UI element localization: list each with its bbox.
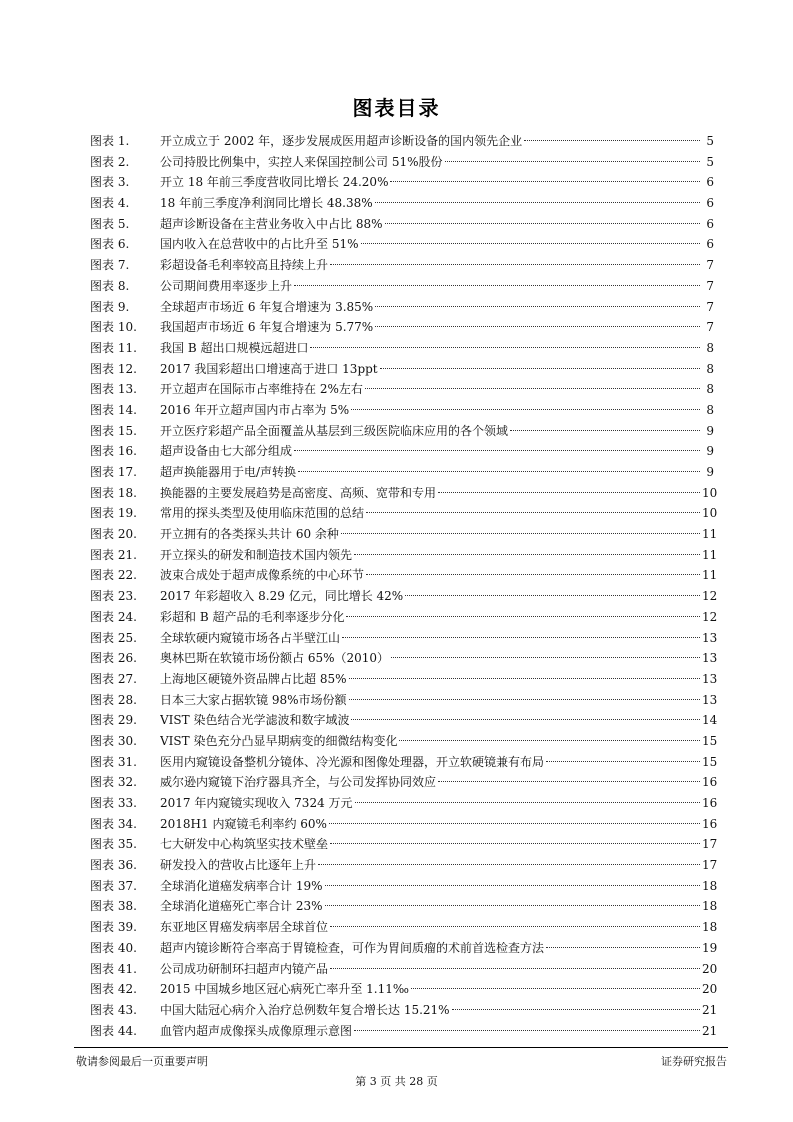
toc-entry-title: 全球消化道癌发病率合计 19%: [160, 878, 323, 893]
toc-entry-title: 彩超和 B 超产品的毛利率逐步分化: [160, 609, 345, 624]
toc-entry[interactable]: [90, 917, 718, 938]
toc-dot-leader: [330, 264, 700, 265]
toc-entry-page: 12: [702, 589, 718, 604]
toc-dot-leader: [375, 326, 700, 327]
toc-entry-number: 图表 33.: [90, 796, 137, 810]
toc-entry-number: 图表 10.: [90, 320, 137, 335]
toc-entry-page: 13: [702, 630, 718, 645]
toc-entry-page: 7: [706, 299, 714, 314]
toc-entry[interactable]: [90, 896, 718, 917]
toc-entry-page: 13: [702, 671, 718, 686]
toc-entry-page: 8: [706, 361, 714, 376]
toc-entry[interactable]: [90, 545, 718, 566]
toc-entry-title: 全球消化道癌死亡率合计 23%: [160, 899, 323, 914]
toc-dot-leader: [346, 616, 700, 617]
toc-entry[interactable]: [90, 172, 714, 193]
toc-entry-page: 7: [706, 278, 714, 293]
toc-entry-page: 18: [702, 899, 718, 914]
toc-entry-page: 13: [702, 651, 718, 666]
toc-entry-title: 超声诊断设备在主营业务收入中占比 88%: [160, 216, 383, 231]
toc-dot-leader: [349, 699, 701, 700]
toc-entry-page: 6: [706, 196, 714, 211]
toc-entry-page: 9: [706, 465, 714, 479]
toc-entry-title: 血管内超声成像探头成像原理示意图: [160, 1023, 353, 1038]
toc-entry-number: 图表 35.: [90, 837, 137, 852]
toc-entry-page: 20: [702, 961, 718, 976]
toc-entry-title: 2015 中国城乡地区冠心病死亡率升至 1.11‰: [160, 982, 409, 997]
toc-entry-number: 图表 1.: [90, 134, 130, 148]
toc-entry-title: 超声换能器用于电/声转换: [160, 465, 297, 479]
toc-entry[interactable]: [90, 214, 714, 235]
toc-entry-page: 9: [706, 423, 714, 438]
toc-dot-leader: [365, 388, 700, 389]
toc-entry-title: 东亚地区胃癌发病率居全球首位: [160, 920, 329, 935]
toc-entry-number: 图表 16.: [90, 444, 137, 459]
toc-entry-number: 图表 40.: [90, 940, 137, 955]
toc-entry-number: 图表 37.: [90, 878, 137, 893]
footer-report-type: 证券研究报告: [661, 1055, 727, 1068]
toc-entry[interactable]: [90, 979, 718, 1000]
toc-entry-title: 2018H1 内窥镜毛利率约 60%: [160, 816, 327, 831]
toc-dot-leader: [366, 512, 700, 513]
toc-entry[interactable]: [90, 607, 718, 628]
toc-entry[interactable]: [90, 421, 714, 442]
toc-entry-number: 图表 21.: [90, 547, 137, 562]
toc-entry[interactable]: [90, 586, 718, 607]
toc-entry-title: 公司持股比例集中，实控人来保国控制公司 51%股份: [160, 154, 443, 169]
toc-entry-title: 彩超设备毛利率较高且持续上升: [160, 258, 329, 273]
toc-entry-number: 图表 22.: [90, 568, 137, 583]
toc-entry-title: 威尔逊内窥镜下治疗器具齐全，与公司发挥协同效应: [160, 775, 437, 790]
toc-entry-title: VIST 染色结合光学滤波和数字域波: [160, 713, 350, 728]
toc-entry-number: 图表 24.: [90, 609, 137, 624]
toc-entry-page: 12: [702, 609, 718, 624]
toc-entry[interactable]: [90, 938, 718, 959]
toc-entry-number: 图表 7.: [90, 258, 130, 273]
toc-dot-leader: [510, 430, 700, 431]
toc-entry-title: 开立超声在国际市占率维持在 2%左右: [160, 382, 363, 397]
toc-entry[interactable]: [90, 1021, 718, 1042]
toc-entry-title: 医用内窥镜设备整机分镜体、冷光源和图像处理器，开立软硬镜兼有布局: [160, 754, 545, 769]
toc-entry-number: 图表 42.: [90, 982, 137, 997]
toc-entry-title: 我国超声市场近 6 年复合增速为 5.77%: [160, 320, 374, 335]
toc-entry-title: 全球超声市场近 6 年复合增速为 3.85%: [160, 299, 374, 314]
toc-entry[interactable]: [90, 710, 718, 731]
toc-entry-number: 图表 44.: [90, 1023, 137, 1038]
toc-entry-number: 图表 23.: [90, 589, 137, 604]
toc-dot-leader: [325, 885, 701, 886]
toc-entry-title: 中国大陆冠心病介入治疗总例数年复合增长达 15.21%: [160, 1002, 450, 1017]
toc-entry-page: 6: [706, 175, 714, 190]
toc-entry[interactable]: [90, 193, 714, 214]
toc-entry[interactable]: [90, 648, 718, 669]
toc-entry[interactable]: [90, 793, 718, 814]
toc-entry-number: 图表 18.: [90, 485, 137, 500]
toc-entry-page: 8: [706, 382, 714, 397]
toc-entry[interactable]: [90, 565, 718, 586]
toc-dot-leader: [452, 1009, 700, 1010]
toc-entry-page: 16: [702, 796, 718, 810]
toc-entry-page: 7: [706, 258, 714, 273]
toc-entry-page: 17: [702, 837, 718, 852]
toc-entry-page: 16: [702, 775, 718, 790]
toc-dot-leader: [445, 161, 701, 162]
toc-entry-title: 换能器的主要发展趋势是高密度、高频、宽带和专用: [160, 485, 437, 500]
toc-entry[interactable]: [90, 152, 714, 173]
toc-entry-page: 15: [702, 754, 718, 769]
toc-dot-leader: [355, 802, 700, 803]
toc-entry[interactable]: [90, 731, 718, 752]
toc-entry-title: 开立探头的研发和制造技术国内领先: [160, 547, 353, 562]
toc-entry-page: 15: [702, 733, 718, 748]
toc-entry[interactable]: [90, 814, 718, 835]
toc-entry[interactable]: [90, 255, 714, 276]
toc-dot-leader: [524, 140, 700, 141]
toc-entry-page: 5: [706, 154, 714, 169]
toc-dot-leader: [361, 243, 701, 244]
footer-disclaimer-note: 敬请参阅最后一页重要声明: [76, 1055, 208, 1068]
toc-entry-page: 8: [706, 340, 714, 355]
toc-entry-title: 公司期间费用率逐步上升: [160, 278, 293, 293]
toc-entry-page: 16: [702, 816, 718, 831]
toc-dot-leader: [318, 864, 700, 865]
toc-entry[interactable]: [90, 379, 714, 400]
toc-entry[interactable]: [90, 669, 718, 690]
toc-entry[interactable]: [90, 441, 714, 462]
toc-dot-leader: [325, 905, 701, 906]
toc-dot-leader: [375, 306, 700, 307]
page-title: 图表目录: [352, 96, 441, 120]
toc-entry-number: 图表 8.: [90, 278, 130, 293]
toc-dot-leader: [399, 740, 700, 741]
toc-entry-number: 图表 6.: [90, 237, 130, 252]
toc-dot-leader: [351, 409, 700, 410]
toc-entry-number: 图表 13.: [90, 382, 137, 397]
toc-entry[interactable]: [90, 276, 714, 297]
toc-entry[interactable]: [90, 876, 718, 897]
toc-entry-title: 2017 年彩超收入 8.29 亿元，同比增长 42%: [160, 589, 404, 604]
toc-dot-leader: [330, 843, 700, 844]
toc-entry[interactable]: [90, 834, 718, 855]
toc-entry[interactable]: [90, 462, 714, 483]
toc-entry-page: 21: [702, 1023, 718, 1038]
toc-dot-leader: [298, 471, 700, 472]
toc-dot-leader: [342, 637, 700, 638]
toc-entry-number: 图表 34.: [90, 816, 137, 831]
toc-entry-title: 研发投入的营收占比逐年上升: [160, 858, 317, 873]
toc-entry-page: 18: [702, 920, 718, 935]
toc-dot-leader: [390, 181, 700, 182]
toc-entry-number: 图表 39.: [90, 920, 137, 935]
toc-dot-leader: [391, 657, 700, 658]
toc-dot-leader: [438, 781, 700, 782]
toc-entry-title: 开立医疗彩超产品全面覆盖从基层到三级医院临床应用的各个领域: [160, 423, 509, 438]
toc-entry-page: 9: [706, 444, 714, 459]
toc-dot-leader: [349, 678, 701, 679]
toc-entry-page: 11: [702, 568, 718, 583]
toc-dot-leader: [366, 574, 700, 575]
toc-entry-title: 常用的探头类型及使用临床范围的总结: [160, 506, 365, 521]
toc-entry[interactable]: [90, 317, 714, 338]
toc-dot-leader: [411, 988, 700, 989]
toc-entry-page: 10: [702, 506, 718, 521]
toc-dot-leader: [354, 1030, 700, 1031]
toc-entry-number: 图表 30.: [90, 733, 137, 748]
toc-entry-number: 图表 28.: [90, 692, 137, 707]
toc-entry-number: 图表 5.: [90, 216, 130, 231]
toc-entry-number: 图表 17.: [90, 465, 137, 479]
toc-entry-number: 图表 25.: [90, 630, 137, 645]
toc-entry-page: 19: [702, 940, 718, 955]
toc-dot-leader: [294, 450, 700, 451]
toc-entry-number: 图表 31.: [90, 754, 137, 769]
toc-entry-number: 图表 20.: [90, 527, 137, 542]
toc-entry-page: 7: [706, 320, 714, 335]
toc-dot-leader: [546, 761, 700, 762]
toc-entry-number: 图表 2.: [90, 154, 130, 169]
toc-entry-page: 6: [706, 237, 714, 252]
page-number: 第 3 页 共 28 页: [355, 1075, 438, 1088]
toc-entry-number: 图表 19.: [90, 506, 137, 521]
toc-entry-title: 2016 年开立超声国内市占率为 5%: [160, 402, 350, 417]
toc-entry-number: 图表 36.: [90, 858, 137, 873]
toc-entry-number: 图表 3.: [90, 175, 130, 190]
toc-entry-title: 全球软硬内窥镜市场各占半壁江山: [160, 630, 341, 645]
toc-entry[interactable]: [90, 1000, 718, 1021]
toc-entry-title: 超声内镜诊断符合率高于胃镜检查，可作为胃间质瘤的术前首选检查方法: [160, 940, 545, 955]
toc-entry-number: 图表 12.: [90, 361, 137, 376]
toc-entry[interactable]: [90, 338, 714, 359]
toc-entry[interactable]: [90, 297, 714, 318]
toc-entry-title: 国内收入在总营收中的占比升至 51%: [160, 237, 359, 252]
toc-entry[interactable]: [90, 959, 718, 980]
toc-entry-title: 日本三大家占据软镜 98%市场份额: [160, 692, 347, 707]
toc-entry[interactable]: [90, 359, 714, 380]
toc-dot-leader: [380, 368, 700, 369]
toc-entry-page: 8: [706, 402, 714, 417]
toc-entry-number: 图表 29.: [90, 713, 137, 728]
toc-entry[interactable]: [90, 483, 718, 504]
toc-entry-page: 17: [702, 858, 718, 873]
toc-entry-title: 奥林巴斯在软镜市场份额占 65%（2010）: [160, 651, 390, 666]
toc-dot-leader: [405, 595, 700, 596]
toc-dot-leader: [330, 968, 700, 969]
toc-entry[interactable]: [90, 855, 718, 876]
toc-entry-title: 七大研发中心构筑坚实技术壁垒: [160, 837, 329, 852]
toc-entry-page: 11: [702, 527, 718, 542]
toc-entry-page: 11: [702, 547, 718, 562]
toc-entry-title: 18 年前三季度净利润同比增长 48.38%: [160, 196, 373, 211]
toc-entry-page: 21: [702, 1002, 718, 1017]
toc-entry-page: 14: [702, 713, 718, 728]
toc-entry-number: 图表 41.: [90, 961, 137, 976]
toc-dot-leader: [354, 554, 700, 555]
toc-entry-number: 图表 15.: [90, 423, 137, 438]
toc-entry-title: VIST 染色充分凸显早期病变的细微结构变化: [160, 733, 398, 748]
toc-entry[interactable]: [90, 503, 718, 524]
toc-entry-title: 超声设备由七大部分组成: [160, 444, 293, 459]
toc-dot-leader: [294, 285, 700, 286]
toc-entry[interactable]: [90, 400, 714, 421]
toc-entry[interactable]: [90, 690, 718, 711]
toc-dot-leader: [329, 823, 700, 824]
toc-entry-number: 图表 26.: [90, 651, 137, 666]
toc-entry-title: 上海地区硬镜外资品牌占比超 85%: [160, 671, 347, 686]
toc-entry[interactable]: [90, 628, 718, 649]
toc-entry-number: 图表 11.: [90, 340, 137, 355]
toc-entry-number: 图表 38.: [90, 899, 137, 914]
toc-entry-title: 2017 我国彩超出口增速高于进口 13ppt: [160, 361, 378, 376]
toc-dot-leader: [341, 533, 700, 534]
toc-entry-title: 波束合成处于超声成像系统的中心环节: [160, 568, 365, 583]
toc-dot-leader: [330, 926, 700, 927]
toc-entry[interactable]: [90, 234, 714, 255]
toc-entry[interactable]: [90, 752, 718, 773]
toc-entry-title: 开立拥有的各类探头共计 60 余种: [160, 527, 339, 542]
toc-entry-page: 13: [702, 692, 718, 707]
footer-divider: [74, 1047, 728, 1048]
toc-dot-leader: [351, 719, 700, 720]
toc-entry-page: 18: [702, 878, 718, 893]
toc-entry-number: 图表 9.: [90, 299, 130, 314]
toc-dot-leader: [375, 202, 700, 203]
toc-entry[interactable]: [90, 131, 714, 152]
toc-entry-page: 20: [702, 982, 718, 997]
toc-entry-title: 开立成立于 2002 年，逐步发展成医用超声诊断设备的国内领先企业: [160, 134, 523, 148]
toc-entry-title: 我国 B 超出口规模远超进口: [160, 340, 309, 355]
toc-entry[interactable]: [90, 524, 718, 545]
toc-entry-title: 公司成功研制环扫超声内镜产品: [160, 961, 329, 976]
toc-entry-number: 图表 43.: [90, 1002, 137, 1017]
toc-dot-leader: [546, 947, 700, 948]
table-of-figures: [90, 131, 718, 1041]
toc-entry-number: 图表 4.: [90, 196, 130, 211]
toc-entry-number: 图表 32.: [90, 775, 137, 790]
toc-dot-leader: [310, 347, 700, 348]
toc-entry[interactable]: [90, 772, 718, 793]
toc-entry-number: 图表 14.: [90, 402, 137, 417]
toc-entry-page: 6: [706, 216, 714, 231]
toc-entry-title: 开立 18 年前三季度营收同比增长 24.20%: [160, 175, 389, 190]
toc-entry-number: 图表 27.: [90, 671, 137, 686]
toc-entry-page: 10: [702, 485, 718, 500]
toc-dot-leader: [438, 492, 700, 493]
toc-entry-title: 2017 年内窥镜实现收入 7324 万元: [160, 796, 353, 810]
toc-dot-leader: [385, 223, 701, 224]
toc-entry-page: 5: [706, 134, 714, 148]
